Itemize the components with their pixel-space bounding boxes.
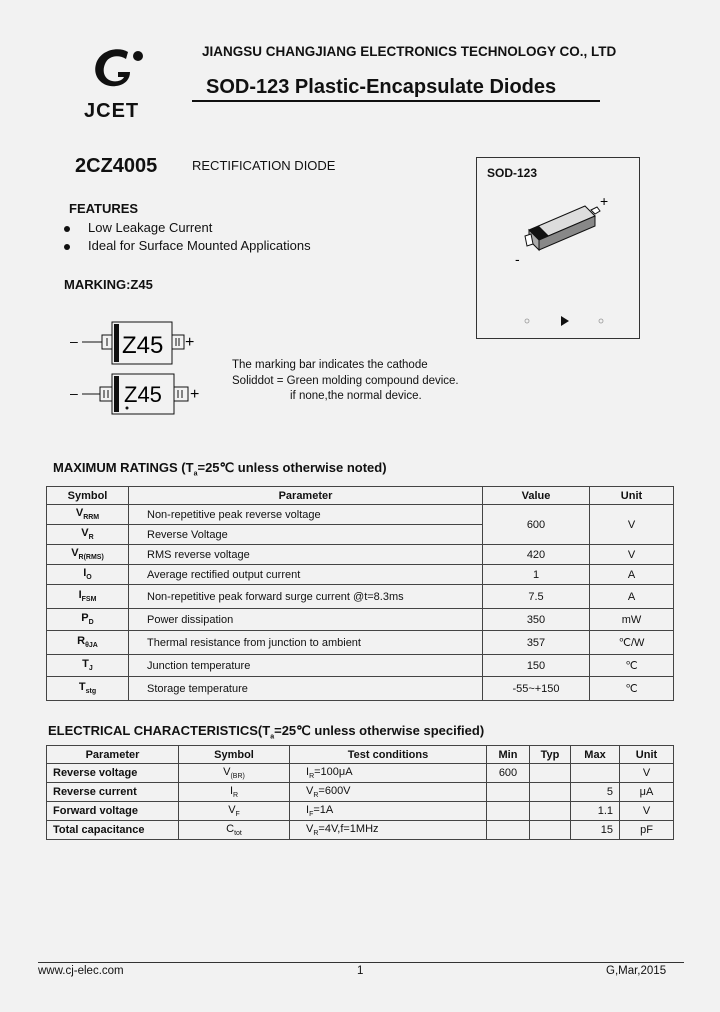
table-row: $V_{RRM}$ Non-repetitive peak reverse voltage 600 V — [47, 505, 674, 525]
cathode-bar — [114, 324, 119, 362]
minus-sign: – — [70, 385, 78, 401]
table-row: Reverse voltage $V_{(BR)}$ $I_R=100\mu A$ 600 V — [47, 764, 674, 783]
part-description: RECTIFICATION DIODE — [192, 158, 336, 173]
table-row: $R_{\theta JA}$ Thermal resistance from junction to ambient 357 ℃/W — [47, 631, 674, 655]
table-row: $V_{R(RMS)}$ RMS reverse voltage 420 V — [47, 545, 674, 565]
green-dot — [126, 407, 129, 410]
table-row: $T_{stg}$ Storage temperature -55~+150 ℃ — [47, 677, 674, 701]
feature-item: Low Leakage Current — [64, 220, 212, 235]
electrical-title: ELECTRICAL $CHARACTERISTICS(T_a=25℃$ unless otherwise specified) — [48, 723, 485, 741]
plus-sign: + — [190, 386, 200, 403]
bullet-icon — [64, 244, 70, 250]
marking-diagram-normal — [70, 318, 210, 368]
plus-sign: + — [185, 334, 195, 351]
footer-date: G,Mar,2015 — [606, 965, 667, 977]
company-logo — [84, 44, 156, 124]
table-row: $V_R$ Reverse Voltage — [47, 525, 674, 545]
table-header-row: Parameter Symbol Test conditions Min Typ Max Unit — [47, 746, 674, 764]
table-row: $P_D$ Power dissipation 350 mW — [47, 609, 674, 631]
package-box — [476, 157, 640, 339]
minus-sign: – — [70, 333, 78, 349]
cathode-bar — [114, 376, 119, 412]
max-ratings-table — [46, 486, 674, 701]
table-row: Total capacitance $C_{tot}$ $V_R=4V,f=1MHz$ 15 pF — [47, 821, 674, 840]
document-subtitle: SOD-123 Plastic-Encapsulate Diodes — [206, 76, 557, 98]
minus-sign: - — [515, 251, 520, 267]
part-number: 2CZ4005 — [75, 155, 158, 177]
jcet-logo-icon — [88, 44, 148, 100]
marking-title: MARKING:Z45 — [64, 277, 153, 292]
sod123-package-icon — [507, 188, 627, 268]
bullet-icon — [64, 226, 70, 232]
footer-url[interactable]: www.cj-elec.com — [38, 965, 124, 977]
table-row: $T_J$ Junction temperature 150 ℃ — [47, 655, 674, 677]
symbol-icons — [521, 314, 611, 328]
package-title: SOD-123 — [487, 166, 538, 180]
marking-note: The marking bar indicates the cathode — [232, 359, 428, 371]
table-row: $I_{FSM}$ Non-repetitive peak forward surge current @t=8.3ms 7.5 A — [47, 585, 674, 609]
marking-note: Soliddot = Green molding compound device. — [232, 375, 459, 387]
marking-diagram-green — [70, 370, 220, 420]
page-number: 1 — [357, 965, 364, 977]
marking-code: Z45 — [124, 382, 162, 407]
header-divider — [192, 100, 600, 102]
max-ratings-title: MAXIMUM RATINGS ($T_a=25℃$ unless otherwise noted) — [53, 460, 387, 478]
footer-divider — [38, 962, 684, 963]
marking-code: Z45 — [122, 332, 164, 359]
table-row: Forward voltage $V_F$ $I_F=1A$ 1.1 V — [47, 802, 674, 821]
features-title: FEATURES — [69, 201, 139, 216]
table-row: Reverse current $I_R$ $V_R=600V$ 5 μA — [47, 783, 674, 802]
marking-note: if none,the normal device. — [290, 390, 422, 402]
electrical-table — [46, 745, 674, 840]
company-name: JIANGSU CHANGJIANG ELECTRONICS TECHNOLOGY CO., LTD — [202, 44, 617, 59]
logo-text: JCET — [84, 100, 140, 122]
table-row: $I_O$ Average rectified output current 1 A — [47, 565, 674, 585]
feature-item: Ideal for Surface Mounted Applications — [64, 238, 311, 253]
table-header-row: Symbol Parameter Value Unit — [47, 487, 674, 505]
plus-sign: + — [600, 193, 609, 209]
